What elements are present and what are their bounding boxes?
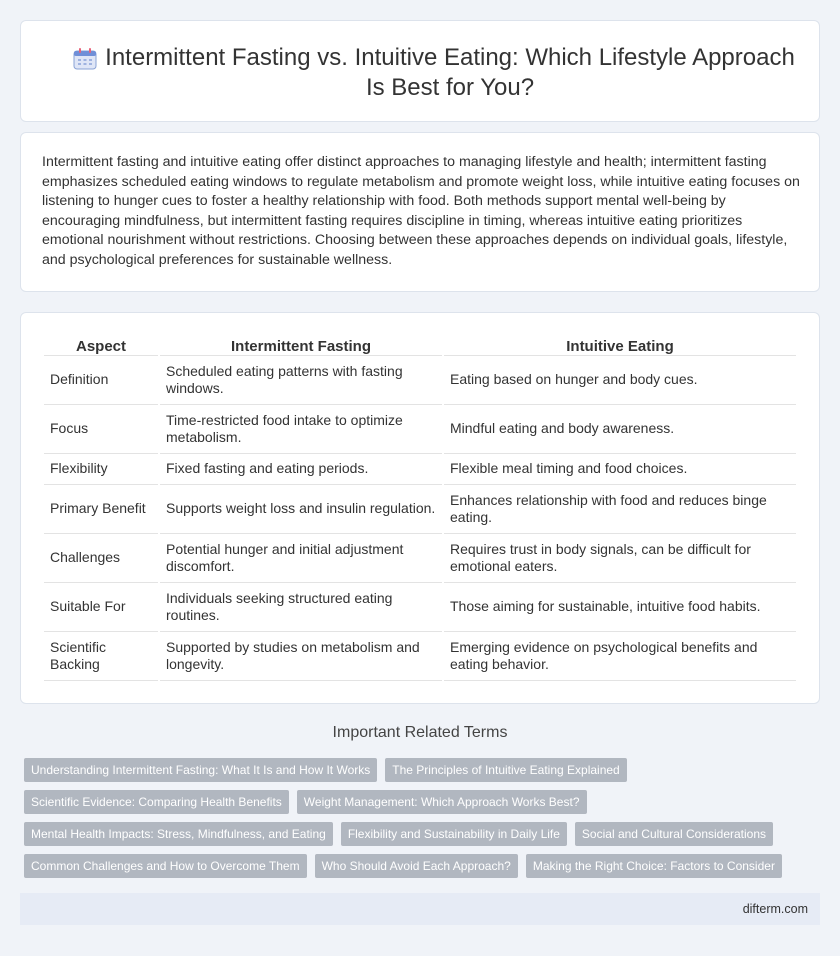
table-header-row bbox=[44, 333, 796, 356]
intro-card bbox=[20, 132, 820, 292]
row-aspect: Suitable For bbox=[44, 583, 158, 632]
related-term-link[interactable]: Making the Right Choice: Factors to Consider bbox=[526, 854, 782, 878]
row-intuitive-eating: Enhances relationship with food and reduces binge eating. bbox=[444, 485, 796, 534]
row-intermittent-fasting: Supported by studies on metabolism and longevity. bbox=[160, 632, 442, 681]
tag-row bbox=[24, 822, 784, 846]
tag-row bbox=[24, 758, 784, 782]
table-row bbox=[44, 632, 796, 681]
row-aspect: Focus bbox=[44, 405, 158, 454]
comparison-table bbox=[42, 333, 798, 681]
row-intuitive-eating: Requires trust in body signals, can be difficult for emotional eaters. bbox=[444, 534, 796, 583]
row-intuitive-eating: Eating based on hunger and body cues. bbox=[444, 356, 796, 405]
row-intuitive-eating: Emerging evidence on psychological benefits and eating behavior. bbox=[444, 632, 796, 681]
tag-row bbox=[24, 854, 784, 878]
footer bbox=[20, 893, 820, 925]
row-intermittent-fasting: Supports weight loss and insulin regulation. bbox=[160, 485, 442, 534]
table-row bbox=[44, 405, 796, 454]
page-title: Intermittent Fasting vs. Intuitive Eating: Which Lifestyle Approach Is Best for You? bbox=[105, 44, 795, 101]
footer-site-link[interactable]: difterm.com bbox=[742, 902, 808, 916]
related-term-link[interactable]: Common Challenges and How to Overcome Them bbox=[24, 854, 307, 878]
related-term-link[interactable]: Mental Health Impacts: Stress, Mindfulness, and Eating bbox=[24, 822, 333, 846]
tag-row bbox=[24, 790, 784, 814]
row-aspect: Primary Benefit bbox=[44, 485, 158, 534]
header-intermittent-fasting: Intermittent Fasting bbox=[160, 333, 442, 356]
header-aspect: Aspect bbox=[44, 333, 158, 356]
related-term-link[interactable]: Weight Management: Which Approach Works Best? bbox=[297, 790, 587, 814]
header-card bbox=[20, 20, 820, 122]
table-row bbox=[44, 583, 796, 632]
related-term-link[interactable]: Flexibility and Sustainability in Daily Life bbox=[341, 822, 567, 846]
row-aspect: Challenges bbox=[44, 534, 158, 583]
row-intuitive-eating: Mindful eating and body awareness. bbox=[444, 405, 796, 454]
table-row bbox=[44, 454, 796, 485]
header-intuitive-eating: Intuitive Eating bbox=[444, 333, 796, 356]
table-row bbox=[44, 534, 796, 583]
related-term-link[interactable]: Understanding Intermittent Fasting: What It Is and How It Works bbox=[24, 758, 377, 782]
calendar-icon bbox=[73, 48, 97, 70]
row-intermittent-fasting: Individuals seeking structured eating routines. bbox=[160, 583, 442, 632]
row-aspect: Definition bbox=[44, 356, 158, 405]
related-terms-title: Important Related Terms bbox=[332, 724, 508, 741]
related-term-link[interactable]: Who Should Avoid Each Approach? bbox=[315, 854, 518, 878]
row-intuitive-eating: Those aiming for sustainable, intuitive food habits. bbox=[444, 583, 796, 632]
comparison-table-card bbox=[20, 312, 820, 704]
row-intermittent-fasting: Fixed fasting and eating periods. bbox=[160, 454, 442, 485]
row-intermittent-fasting: Scheduled eating patterns with fasting windows. bbox=[160, 356, 442, 405]
row-intuitive-eating: Flexible meal timing and food choices. bbox=[444, 454, 796, 485]
related-term-link[interactable]: Scientific Evidence: Comparing Health Benefits bbox=[24, 790, 289, 814]
related-term-link[interactable]: Social and Cultural Considerations bbox=[575, 822, 773, 846]
intro-text: Intermittent fasting and intuitive eating offer distinct approaches to managing lifestyle and health; intermittent fasting emphasizes scheduled eating windows to regulate metabolism and promote weight loss, while intuitive eating focuses on listening to hunger cues to foster a healthy relationship with food. Both methods support mental well-being by encouraging mindfulness, but intermittent fasting requires discipline in timing, whereas intuitive eating prioritizes emotional nourishment without restrictions. Choosing between these approaches depends on individual goals, lifestyle, and psychological preferences for sustainable wellness. bbox=[42, 154, 800, 268]
related-term-link[interactable]: The Principles of Intuitive Eating Explained bbox=[385, 758, 626, 782]
table-row bbox=[44, 485, 796, 534]
row-intermittent-fasting: Time-restricted food intake to optimize metabolism. bbox=[160, 405, 442, 454]
row-aspect: Scientific Backing bbox=[44, 632, 158, 681]
related-terms-tags bbox=[24, 758, 784, 886]
row-aspect: Flexibility bbox=[44, 454, 158, 485]
table-row bbox=[44, 356, 796, 405]
row-intermittent-fasting: Potential hunger and initial adjustment discomfort. bbox=[160, 534, 442, 583]
